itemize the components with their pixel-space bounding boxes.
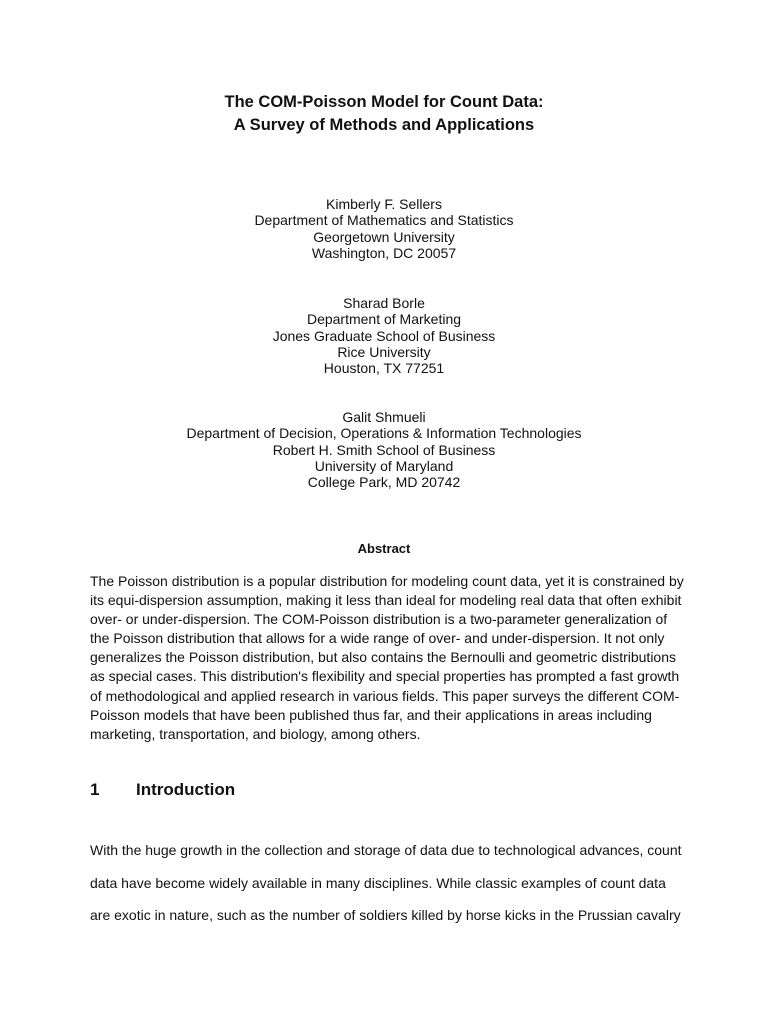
paragraph-line: With the huge growth in the collection and storage of data due to technological advances, count (90, 842, 682, 858)
author-institution: University of Maryland (314, 457, 454, 474)
author-department: Department of Marketing (306, 311, 462, 328)
abstract-line: of methodological and applied research in various fields. This paper surveys the different COM- (90, 687, 680, 704)
section-number: 1 (90, 780, 100, 799)
author-department: Department of Decision, Operations & Information Technologies (186, 425, 582, 442)
author-location: College Park, MD 20742 (307, 474, 461, 491)
abstract-line: its equi-dispersion assumption, making it less than ideal for modeling real data that often exhibit (90, 592, 682, 609)
author-school: Robert H. Smith School of Business (272, 441, 496, 458)
title-line-2: A Survey of Methods and Applications (233, 116, 535, 134)
author-name: Sharad Borle (343, 295, 425, 311)
paper-title (0, 91, 768, 137)
author-name: Kimberly F. Sellers (326, 196, 442, 212)
author-department: Department of Mathematics and Statistics (254, 212, 514, 229)
author-institution: Georgetown University (313, 228, 455, 245)
paragraph-line: are exotic in nature, such as the number of soldiers killed by horse kicks in the Prussian cavalry (90, 907, 681, 923)
author-school: Jones Graduate School of Business (272, 327, 496, 344)
abstract-line: generalizes the Poisson distribution, but also contains the Bernoulli and geometric distributions (90, 649, 677, 666)
author-block-shmueli (0, 409, 768, 490)
author-block-sellers (0, 196, 768, 261)
abstract-line: over- or under-dispersion. The COM-Poisson distribution is a two-parameter generalization of (90, 611, 668, 628)
abstract-line: The Poisson distribution is a popular distribution for modeling count data, yet it is constrained by (90, 573, 684, 589)
author-name: Galit Shmueli (342, 409, 426, 425)
abstract-body (90, 572, 690, 744)
abstract-line: marketing, transportation, and biology, among others. (90, 725, 421, 742)
author-location: Washington, DC 20057 (311, 244, 457, 261)
title-line-1: The COM-Poisson Model for Count Data: (224, 93, 544, 111)
abstract-line: Poisson models that have been published thus far, and their applications in areas including (90, 706, 652, 723)
section-title: Introduction (136, 780, 236, 799)
abstract-line: the Poisson distribution that allows for a wide range of over- and under-dispersion. It not only (90, 630, 665, 647)
introduction-body (90, 834, 690, 932)
section-heading (90, 779, 235, 801)
author-institution: Rice University (337, 343, 431, 360)
abstract-heading: Abstract (357, 541, 411, 556)
paragraph-line: data have become widely available in many disciplines. While classic examples of count data (90, 874, 666, 891)
author-location: Houston, TX 77251 (323, 360, 445, 377)
author-block-borle (0, 295, 768, 376)
abstract-line: as special cases. This distribution's flexibility and special properties has prompted a fast growth (90, 668, 680, 685)
